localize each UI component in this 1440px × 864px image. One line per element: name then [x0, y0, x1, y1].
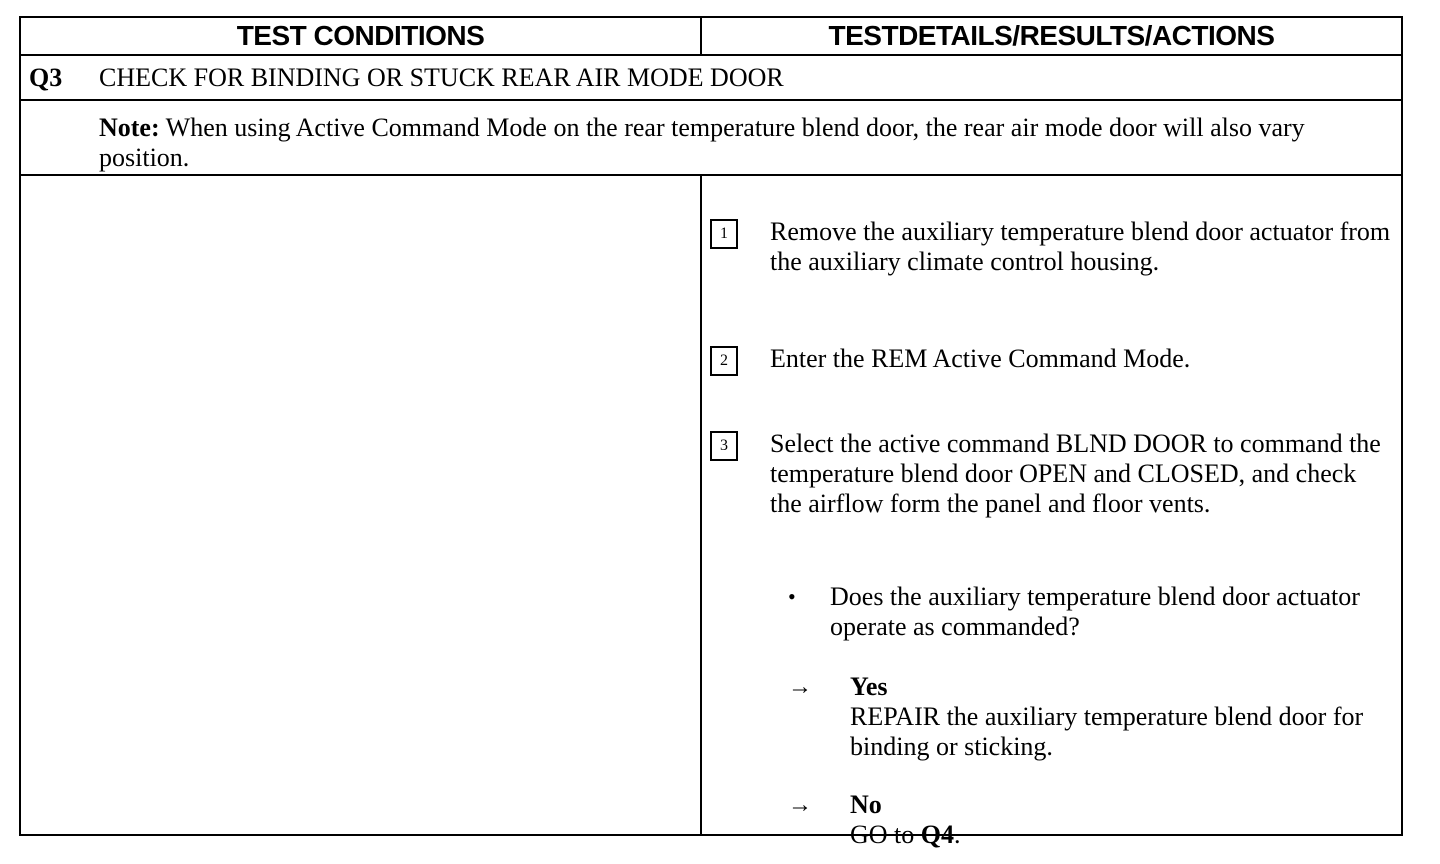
header-test-conditions: TEST CONDITIONS: [236, 20, 485, 51]
answer-text: REPAIR the auxiliary temperature blend door for binding or sticking.: [850, 702, 1364, 761]
step-text: Select the active command BLND DOOR to command the temperature blend door OPEN and CLOSED, and check the airflow form the panel and floor vents.: [770, 429, 1381, 518]
step-text: Enter the REM Active Command Mode.: [770, 344, 1191, 373]
note-text: When using Active Command Mode on the rear temperature blend door, the rear air mode door will also vary position.: [99, 113, 1305, 172]
note-label: Note:: [99, 113, 160, 142]
step-number-box: 1: [710, 219, 738, 249]
answer-label: No: [850, 790, 882, 819]
header-test-details: TESTDETAILS/RESULTS/ACTIONS: [828, 20, 1275, 51]
test-procedure-table: [19, 16, 1403, 849]
test-details-column: [702, 176, 1401, 849]
answer-text-suffix: .: [954, 820, 961, 849]
question-text: Does the auxiliary temperature blend door actuator operate as commanded?: [830, 582, 1360, 641]
note-row: [21, 101, 1401, 176]
question-number: Q3: [29, 62, 63, 92]
answer-label: Yes: [850, 672, 888, 701]
step-number-box: 3: [710, 431, 738, 461]
arrow-right-icon: →: [788, 674, 812, 700]
question-title: CHECK FOR BINDING OR STUCK REAR AIR MODE DOOR: [99, 62, 784, 92]
answer-text-prefix: GO to: [850, 820, 921, 849]
arrow-right-icon: →: [788, 792, 812, 818]
table-header: [21, 18, 1401, 56]
bullet-icon: •: [788, 584, 796, 609]
step-text: Remove the auxiliary temperature blend door actuator from the auxiliary climate control housing.: [770, 217, 1391, 276]
question-row: [21, 56, 1401, 101]
step-number-box: 2: [710, 346, 738, 376]
answer-reference: Q4: [920, 820, 955, 849]
